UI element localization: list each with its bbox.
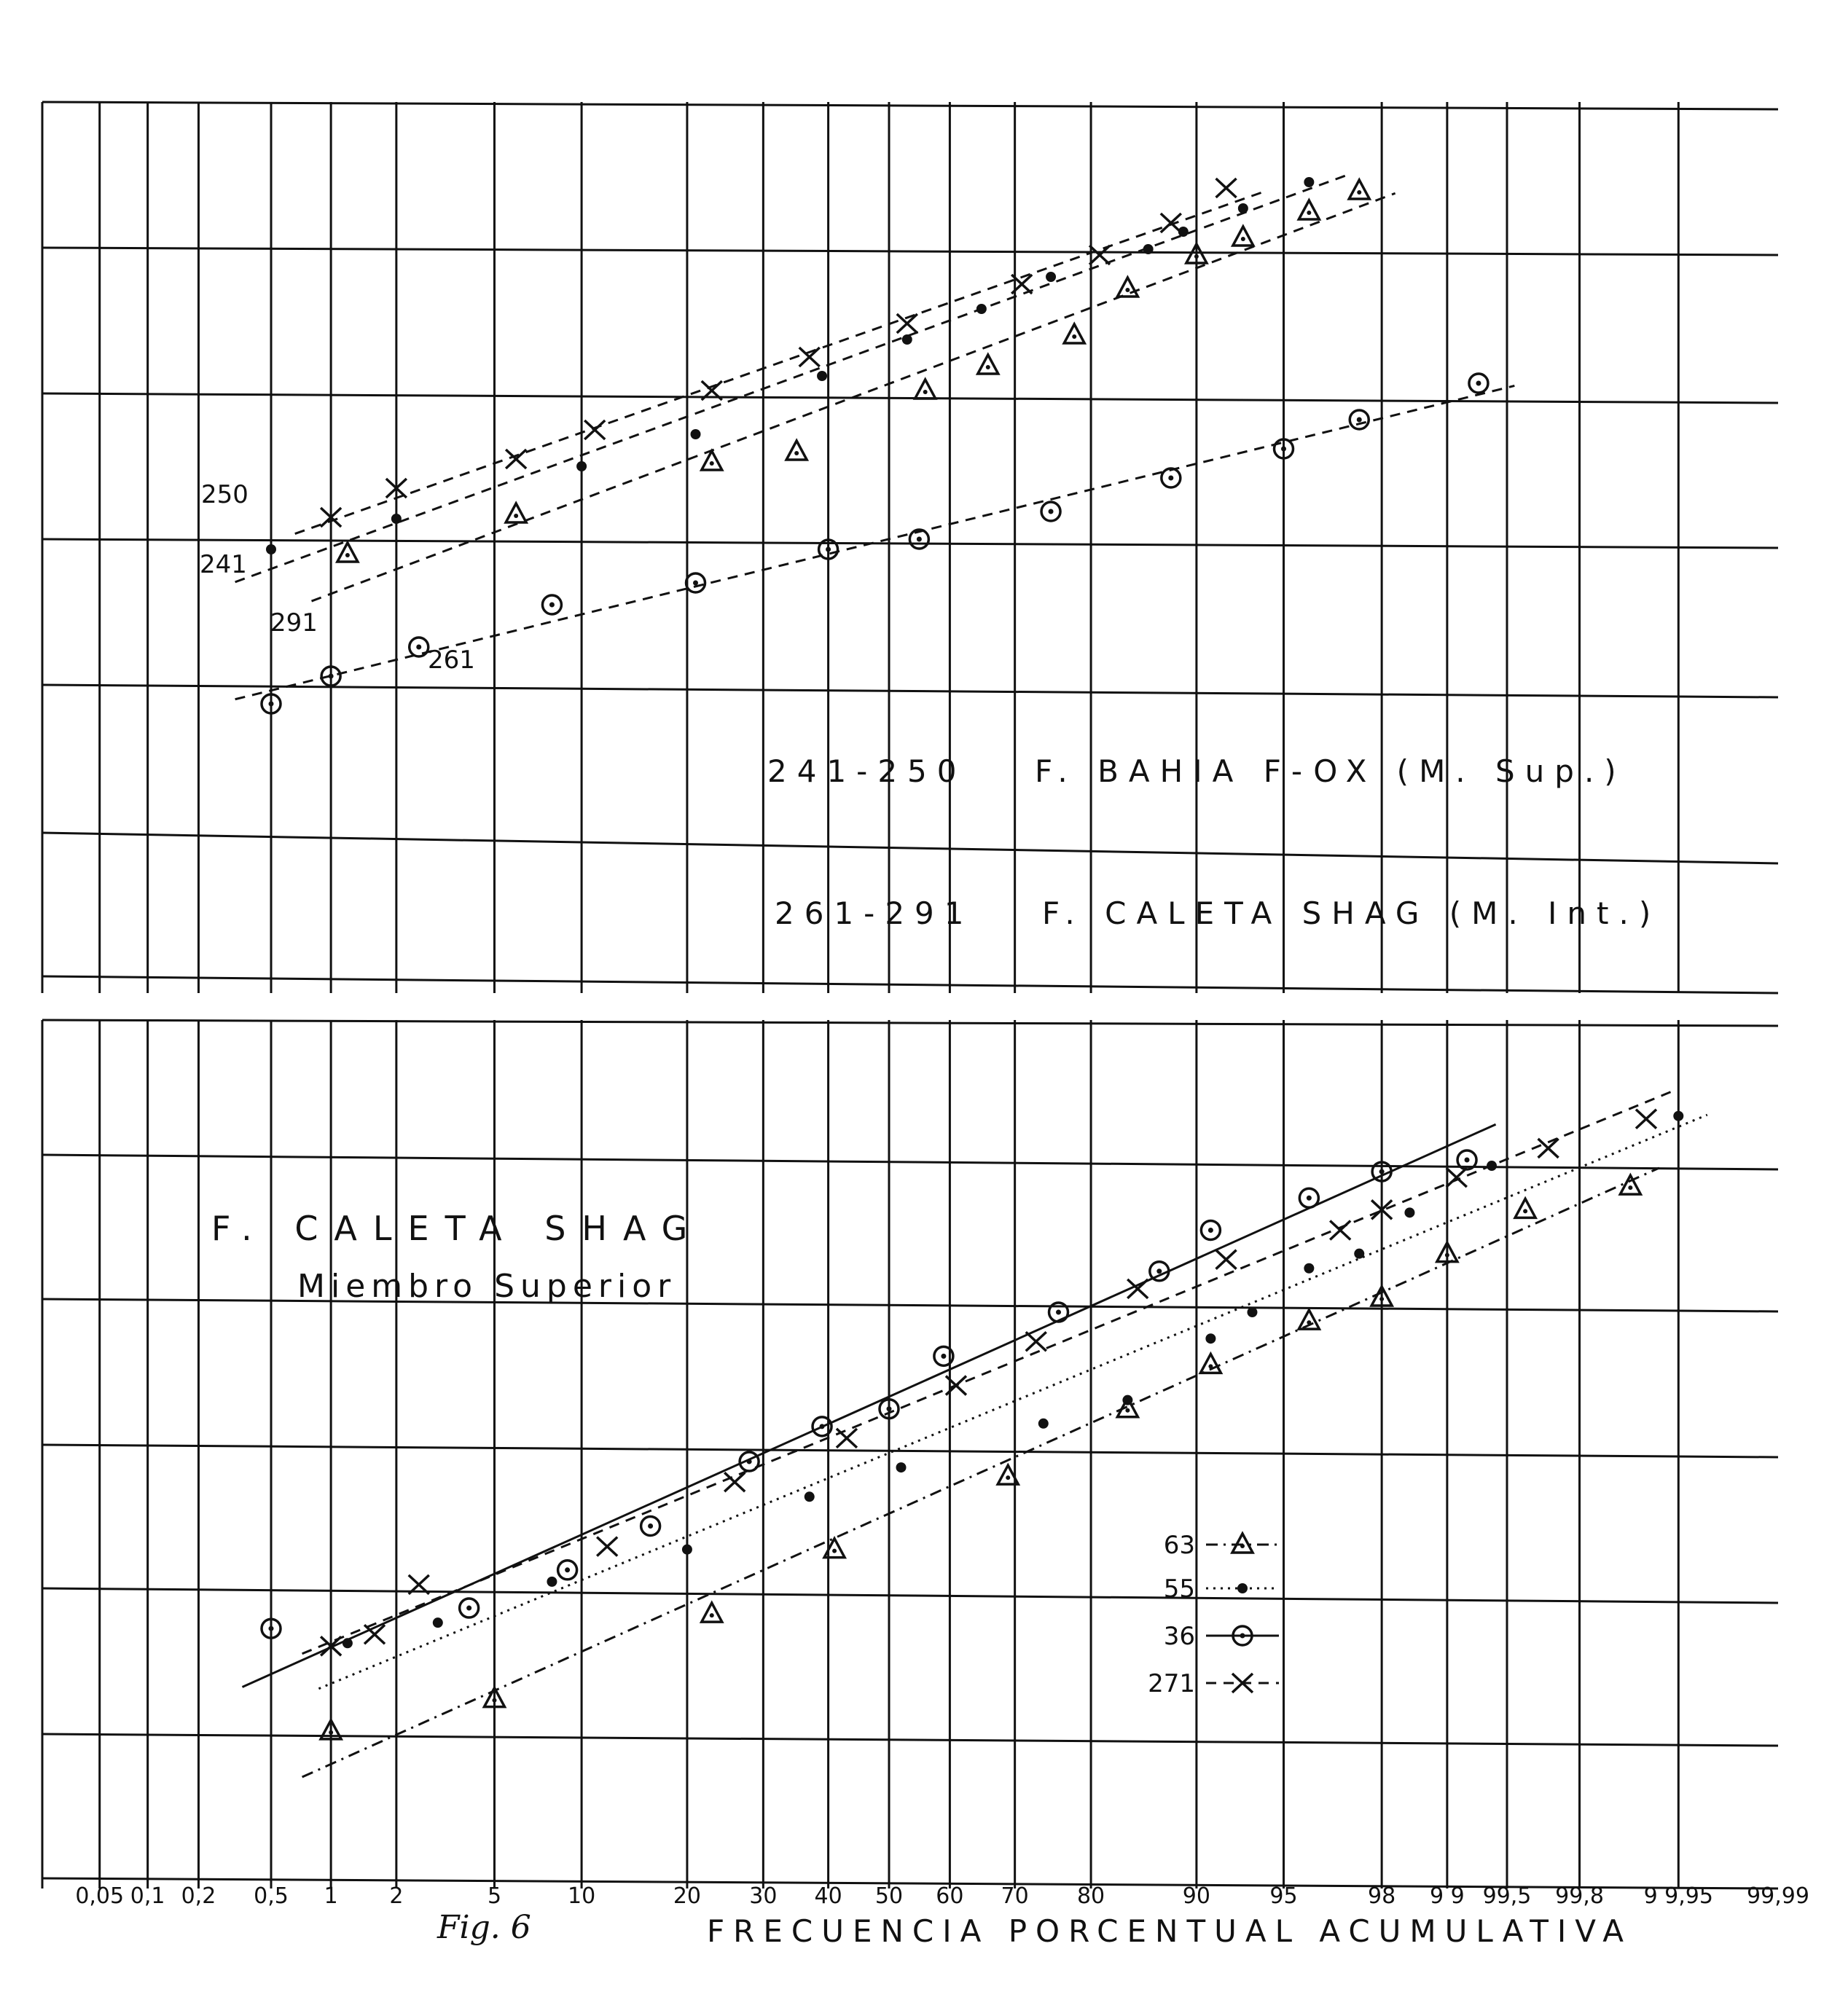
key-label-271: 271 <box>1148 1669 1195 1698</box>
x-tick-label: 95 <box>1269 1883 1298 1909</box>
point-250-3 <box>584 420 605 439</box>
point-291-4 <box>915 380 936 399</box>
x-tick-label: 99,99 <box>1747 1883 1809 1909</box>
top-legend-row2-code: 261-291 <box>775 895 974 931</box>
point-261-4 <box>686 573 705 592</box>
point-55-8 <box>1205 1333 1216 1344</box>
grid-hline-6 <box>42 976 1778 993</box>
point-291-3 <box>786 441 807 460</box>
point-241-10 <box>1238 203 1248 213</box>
fit-line-291 <box>312 193 1395 601</box>
point-63-2 <box>702 1603 722 1622</box>
point-63-10 <box>1515 1199 1535 1217</box>
point-241-0 <box>266 544 276 554</box>
point-271-5 <box>837 1429 857 1448</box>
x-tick-label: 30 <box>749 1883 778 1909</box>
point-36-3 <box>641 1517 660 1536</box>
key-label-55: 55 <box>1163 1574 1195 1604</box>
top-horizontal-grid <box>42 102 1778 993</box>
point-291-1 <box>506 503 526 522</box>
bottom-panel <box>42 1020 1778 1888</box>
grid-hline-4 <box>42 685 1778 697</box>
point-55-7 <box>1122 1395 1132 1405</box>
point-271-7 <box>1026 1332 1046 1351</box>
point-55-13 <box>1487 1161 1497 1171</box>
x-tick-label: 0,2 <box>181 1883 216 1909</box>
point-291-9 <box>1233 227 1253 246</box>
grid-hline-2 <box>42 393 1778 403</box>
top-legend-row1-code: 241-250 <box>767 753 967 789</box>
point-241-1 <box>391 514 402 524</box>
top-panel <box>42 102 1778 993</box>
x-tick-label: 80 <box>1076 1883 1105 1909</box>
point-250-5 <box>799 348 820 366</box>
grid-hline-1 <box>42 1155 1778 1169</box>
top-fit-lines <box>235 176 1515 699</box>
x-tick-label: 40 <box>814 1883 842 1909</box>
series-label-261: 261 <box>428 646 475 675</box>
point-261-8 <box>1162 468 1181 487</box>
point-241-9 <box>1178 227 1189 237</box>
point-291-5 <box>978 355 998 374</box>
x-tick-label: 1 <box>324 1883 338 1909</box>
point-55-2 <box>547 1577 557 1587</box>
point-36-10 <box>1201 1220 1220 1239</box>
x-tick-label: 90 <box>1182 1883 1210 1909</box>
series-label-291: 291 <box>270 608 318 638</box>
point-291-0 <box>337 543 358 562</box>
point-55-4 <box>805 1491 815 1502</box>
key-marker-63 <box>1232 1534 1253 1553</box>
point-36-11 <box>1299 1188 1318 1207</box>
grid-hline-3 <box>42 1445 1778 1457</box>
x-tick-label: 9 9 <box>1430 1883 1465 1909</box>
bottom-legend-title: F. CALETA SHAG <box>211 1209 704 1248</box>
point-250-8 <box>1089 246 1110 264</box>
point-250-10 <box>1216 179 1237 197</box>
top-markers <box>262 177 1488 713</box>
point-241-5 <box>902 334 912 345</box>
x-tick-label: 0,5 <box>254 1883 289 1909</box>
x-axis-label: FRECUENCIA PORCENTUAL ACUMULATIVA <box>707 1913 1633 1949</box>
point-261-7 <box>1041 502 1060 521</box>
bottom-fit-lines <box>242 1090 1707 1777</box>
point-55-14 <box>1673 1111 1683 1121</box>
point-55-6 <box>1038 1419 1049 1429</box>
grid-hline-1 <box>42 248 1778 255</box>
point-271-3 <box>597 1537 617 1556</box>
grid-hline-0 <box>42 102 1778 109</box>
point-291-7 <box>1117 278 1138 297</box>
x-tick-label: 99,8 <box>1555 1883 1604 1909</box>
series-label-241: 241 <box>200 550 247 579</box>
figure-label: Fig. 6 <box>437 1909 531 1946</box>
top-vertical-grid <box>42 102 1678 993</box>
point-291-11 <box>1349 180 1369 199</box>
point-261-3 <box>542 595 561 614</box>
point-291-6 <box>1064 324 1084 343</box>
bottom-markers <box>262 1110 1683 1739</box>
x-tick-label: 70 <box>1001 1883 1029 1909</box>
point-250-2 <box>506 450 526 468</box>
x-tick-label: 98 <box>1368 1883 1396 1909</box>
grid-hline-0 <box>42 1020 1778 1026</box>
point-36-1 <box>460 1599 479 1617</box>
key-label-36: 36 <box>1163 1622 1195 1651</box>
point-55-12 <box>1404 1207 1414 1217</box>
x-tick-label: 10 <box>568 1883 596 1909</box>
point-241-7 <box>1046 272 1056 282</box>
point-241-11 <box>1304 177 1314 187</box>
point-241-6 <box>976 304 987 314</box>
x-tick-label: 20 <box>673 1883 702 1909</box>
point-271-9 <box>1216 1250 1237 1269</box>
point-36-2 <box>558 1561 577 1580</box>
point-55-9 <box>1247 1307 1257 1317</box>
point-261-10 <box>1350 410 1369 429</box>
fit-line-55 <box>318 1115 1707 1689</box>
bottom-horizontal-grid <box>42 1020 1778 1888</box>
point-261-11 <box>1469 374 1488 393</box>
point-55-5 <box>896 1462 907 1472</box>
bottom-series-key <box>1148 1531 1279 1698</box>
point-55-3 <box>682 1545 692 1555</box>
point-55-10 <box>1304 1263 1314 1274</box>
x-tick-label: 60 <box>936 1883 964 1909</box>
key-label-63: 63 <box>1163 1531 1195 1560</box>
point-36-9 <box>1150 1262 1169 1281</box>
x-tick-label: 0,1 <box>130 1883 165 1909</box>
point-241-4 <box>817 371 827 381</box>
point-241-2 <box>576 461 587 471</box>
series-label-250: 250 <box>201 480 248 509</box>
point-271-12 <box>1447 1168 1467 1187</box>
fit-line-271 <box>302 1090 1675 1653</box>
point-241-3 <box>691 429 701 439</box>
point-55-1 <box>433 1617 443 1628</box>
point-271-4 <box>724 1472 745 1491</box>
fit-line-241 <box>235 176 1345 582</box>
x-tick-label: 5 <box>487 1883 502 1909</box>
point-261-2 <box>410 638 428 656</box>
point-271-10 <box>1330 1220 1350 1239</box>
grid-hline-5 <box>42 1734 1778 1746</box>
point-241-8 <box>1143 244 1154 254</box>
top-legend-row2-text: F. CALETA SHAG (M. Int.) <box>1042 895 1661 931</box>
top-legend-row1-text: F. BAHIA F-OX (M. Sup.) <box>1035 753 1627 789</box>
bottom-legend-subtitle: Miembro Superior <box>297 1268 677 1305</box>
x-tick-label: 9 9,95 <box>1643 1883 1713 1909</box>
point-55-11 <box>1354 1249 1364 1259</box>
grid-hline-5 <box>42 833 1778 863</box>
x-tick-label: 99,5 <box>1482 1883 1532 1909</box>
fit-line-250 <box>295 192 1262 534</box>
x-tick-label: 0,05 <box>75 1883 125 1909</box>
point-55-0 <box>342 1638 353 1648</box>
x-tick-label: 50 <box>874 1883 904 1909</box>
x-tick-label: 2 <box>389 1883 404 1909</box>
point-271-14 <box>1636 1110 1656 1129</box>
point-291-10 <box>1299 200 1319 219</box>
grid-hline-4 <box>42 1588 1778 1603</box>
key-marker-55 <box>1237 1583 1248 1593</box>
